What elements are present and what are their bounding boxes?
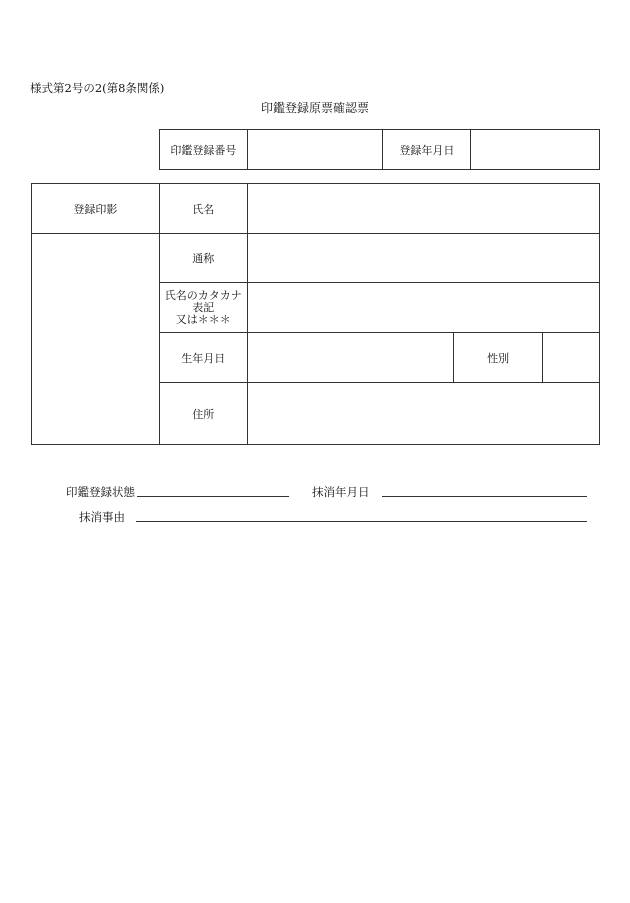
gender-field[interactable] <box>543 333 600 383</box>
document-title: 印鑑登録原票確認票 <box>260 101 369 115</box>
kana-name-label <box>159 283 247 333</box>
address-field[interactable] <box>247 383 599 445</box>
erase-reason-underline[interactable] <box>136 521 587 522</box>
gender-label: 性別 <box>454 333 543 383</box>
status-label: 印鑑登録状態 <box>66 485 135 499</box>
form-number-label: 様式第2号の2(第8条関係) <box>30 81 165 95</box>
birth-date-field[interactable] <box>247 333 454 383</box>
alias-label: 通称 <box>159 234 247 283</box>
kana-name-label-line1: 氏名のカタカナ表記 <box>164 288 242 314</box>
kana-name-label-line2: 又は＊＊＊ <box>175 312 231 326</box>
main-record-table <box>31 183 600 445</box>
registration-number-field[interactable] <box>247 130 383 170</box>
name-field[interactable] <box>247 184 599 234</box>
registration-table <box>159 129 600 170</box>
registration-date-field[interactable] <box>471 130 600 170</box>
alias-field[interactable] <box>247 234 599 283</box>
seal-impression-box <box>32 234 160 445</box>
erase-date-label: 抹消年月日 <box>312 485 370 499</box>
erase-date-underline[interactable] <box>382 496 587 497</box>
seal-impression-label: 登録印影 <box>32 184 160 234</box>
kana-name-field[interactable] <box>247 283 599 333</box>
name-label: 氏名 <box>159 184 247 234</box>
registration-date-label: 登録年月日 <box>383 130 471 170</box>
birth-date-label: 生年月日 <box>159 333 247 383</box>
status-underline[interactable] <box>137 496 289 497</box>
erase-reason-label: 抹消事由 <box>79 510 125 524</box>
address-label: 住所 <box>159 383 247 445</box>
registration-number-label: 印鑑登録番号 <box>160 130 248 170</box>
